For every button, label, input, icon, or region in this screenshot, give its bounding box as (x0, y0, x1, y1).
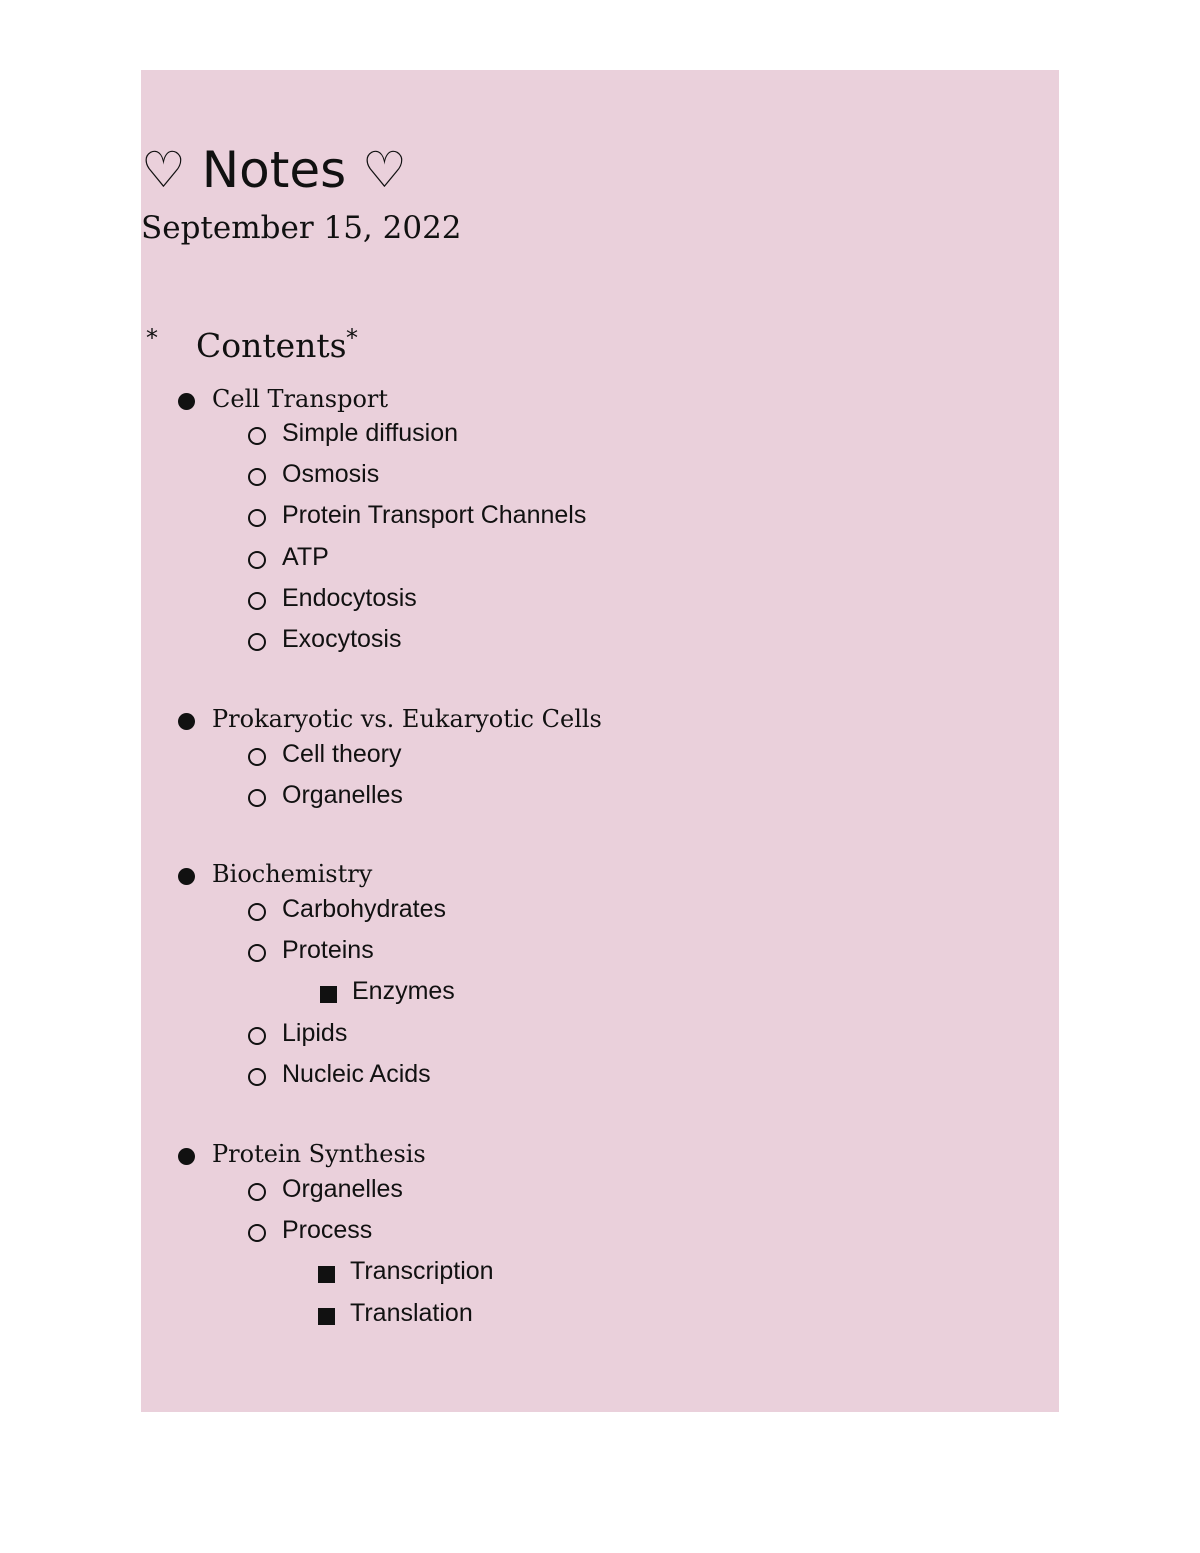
list-item (282, 1213, 372, 1247)
list-item (282, 933, 374, 967)
list-item (282, 540, 329, 574)
note-date: September 15, 2022 (141, 210, 462, 246)
list-item-label: Process (282, 1216, 373, 1244)
hollow-circle-bullet-icon (248, 509, 266, 527)
notes-page (141, 70, 1059, 1412)
list-subitem (350, 1254, 494, 1288)
hollow-circle-bullet-icon (248, 789, 266, 807)
hollow-circle-bullet-icon (248, 592, 266, 610)
list-item (282, 581, 417, 615)
filled-square-bullet-icon (318, 1308, 335, 1325)
filled-circle-bullet-icon (178, 393, 195, 410)
list-item-label: Nucleic Acids (282, 1060, 431, 1088)
section-biochemistry (212, 857, 372, 891)
filled-circle-bullet-icon (178, 1148, 195, 1165)
hollow-circle-bullet-icon (248, 1183, 266, 1201)
list-item (282, 892, 446, 926)
list-item (282, 737, 402, 771)
list-subitem-label: Translation (350, 1299, 473, 1327)
hollow-circle-bullet-icon (248, 944, 266, 962)
list-item-label: Simple diffusion (282, 419, 459, 447)
list-subitem (350, 1296, 473, 1330)
list-item-label: Proteins (282, 936, 374, 964)
section-cell-transport (212, 382, 388, 416)
list-item-label: Lipids (282, 1019, 348, 1047)
list-item-label: Organelles (282, 1175, 403, 1203)
filled-square-bullet-icon (318, 1266, 335, 1283)
hollow-circle-bullet-icon (248, 427, 266, 445)
section-label: Protein Synthesis (212, 1140, 426, 1168)
list-item (282, 1172, 403, 1206)
list-item (282, 778, 403, 812)
list-item (282, 416, 458, 450)
filled-circle-bullet-icon (178, 713, 195, 730)
list-item (282, 457, 379, 491)
hollow-circle-bullet-icon (248, 468, 266, 486)
hollow-circle-bullet-icon (248, 551, 266, 569)
list-item (282, 498, 586, 532)
page-title: ♡ Notes ♡ (141, 141, 407, 199)
list-item-label: Protein Transport Channels (282, 501, 587, 529)
list-subitem-label: Enzymes (352, 977, 455, 1005)
section-label: Cell Transport (212, 385, 389, 413)
section-label: Prokaryotic vs. Eukaryotic Cells (212, 705, 602, 733)
section-protein-synthesis (212, 1137, 426, 1171)
section-prokaryotic-eukaryotic (212, 702, 602, 736)
contents-heading-label: Contents (196, 326, 347, 365)
filled-square-bullet-icon (320, 986, 337, 1003)
hollow-circle-bullet-icon (248, 748, 266, 766)
list-item-label: Cell theory (282, 740, 402, 768)
star-icon: * (146, 324, 158, 352)
hollow-circle-bullet-icon (248, 1068, 266, 1086)
list-item-label: Endocytosis (282, 584, 417, 612)
list-item (282, 622, 401, 656)
list-item-label: Exocytosis (282, 625, 402, 653)
list-subitem-label: Transcription (350, 1257, 494, 1285)
list-item-label: ATP (282, 543, 329, 571)
list-item (282, 1016, 347, 1050)
section-label: Biochemistry (212, 860, 373, 888)
list-item (282, 1057, 431, 1091)
list-item-label: Organelles (282, 781, 403, 809)
hollow-circle-bullet-icon (248, 1027, 266, 1045)
hollow-circle-bullet-icon (248, 903, 266, 921)
filled-circle-bullet-icon (178, 868, 195, 885)
hollow-circle-bullet-icon (248, 1224, 266, 1242)
star-icon: * (346, 324, 358, 352)
list-subitem (352, 974, 455, 1008)
list-item-label: Carbohydrates (282, 895, 446, 923)
hollow-circle-bullet-icon (248, 633, 266, 651)
list-item-label: Osmosis (282, 460, 380, 488)
